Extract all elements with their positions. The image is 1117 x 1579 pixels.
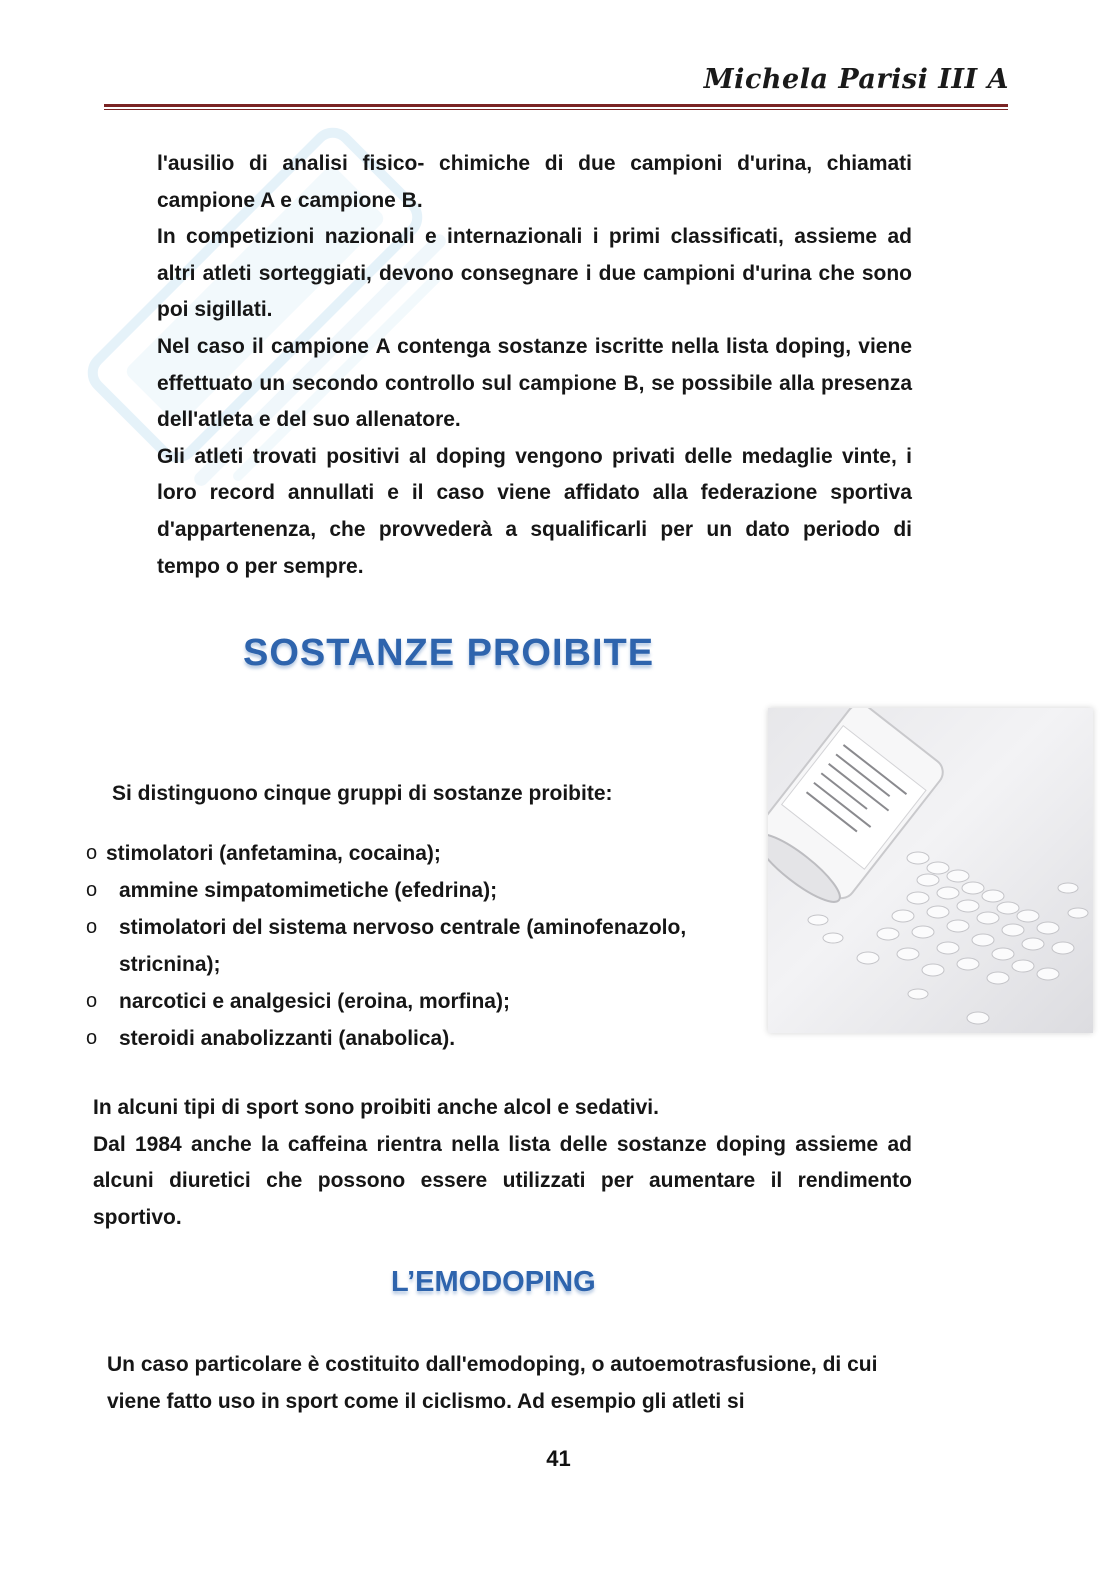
list-item-text: steroidi anabolizzanti (anabolica). [119, 1027, 456, 1050]
header-rule-thin [104, 109, 1008, 110]
paragraph: In competizioni nazionali e internazionali i primi classificati, assieme ad altri atleti sorteggiati, devono consegnare i due campioni d'urina che sono poi sigillati. [157, 225, 912, 322]
section-title-emodoping: L’EMODOPING [391, 1266, 596, 1298]
bullet-icon: o [86, 916, 98, 938]
list-item-text: narcotici e analgesici (eroina, morfina); [119, 990, 510, 1013]
section-lead: Si distinguono cinque gruppi di sostanze proibite: [112, 782, 613, 805]
paragraph: l'ausilio di analisi fisico- chimiche di due campioni d'urina, chiamati campione A e campione B. [157, 152, 912, 212]
paragraph: Un caso particolare è costituito dall'emodoping, o autoemotrasfusione, di cui viene fatto uso in sport come il ciclismo. Ad esempio gli atleti si [107, 1353, 878, 1413]
intro-text [157, 146, 912, 585]
paragraph: Nel caso il campione A contenga sostanze iscritte nella lista doping, viene effettuato un secondo controllo sul campione B, se possibile alla presenza dell'atleta e del suo allenatore. [157, 334, 912, 432]
bullet-icon: o [86, 842, 98, 864]
substances-note [93, 1090, 912, 1236]
list-item [86, 1020, 766, 1057]
bullet-icon: o [86, 1027, 98, 1049]
pills-photo [768, 708, 1093, 1033]
paragraph: Gli atleti trovati positivi al doping vengono privati delle medaglie vinte, i loro record annullati e il caso viene affidato alla federazione sportiva d'appartenenza, che provvederà a squalificarli per un dato periodo di tempo o per sempre. [157, 444, 912, 578]
emodoping-text [107, 1347, 912, 1420]
header-rule [104, 104, 1008, 107]
bullet-icon: o [86, 990, 98, 1012]
list-item [86, 872, 766, 909]
prohibited-substances-list [86, 835, 766, 1057]
list-item-text: stimolatori del sistema nervoso centrale (aminofenazolo, stricnina); [119, 916, 687, 976]
author-signature: Michela Parisi III A [703, 64, 1009, 95]
list-item-text: ammine simpatomimetiche (efedrina); [119, 879, 498, 902]
section-title-sostanze: SOSTANZE PROIBITE [243, 632, 655, 674]
paragraph: Dal 1984 anche la caffeina rientra nella lista delle sostanze doping assieme ad alcuni diuretici che possono essere utilizzati per aumentare il rendimento sportivo. [93, 1132, 912, 1229]
list-item [86, 983, 766, 1020]
list-item [86, 909, 766, 983]
bullet-icon: o [86, 879, 98, 901]
list-item [86, 835, 766, 872]
page-number: 41 [546, 1446, 571, 1471]
list-item-text: stimolatori (anfetamina, cocaina); [106, 842, 441, 865]
paragraph: In alcuni tipi di sport sono proibiti anche alcol e sedativi. [93, 1096, 659, 1119]
